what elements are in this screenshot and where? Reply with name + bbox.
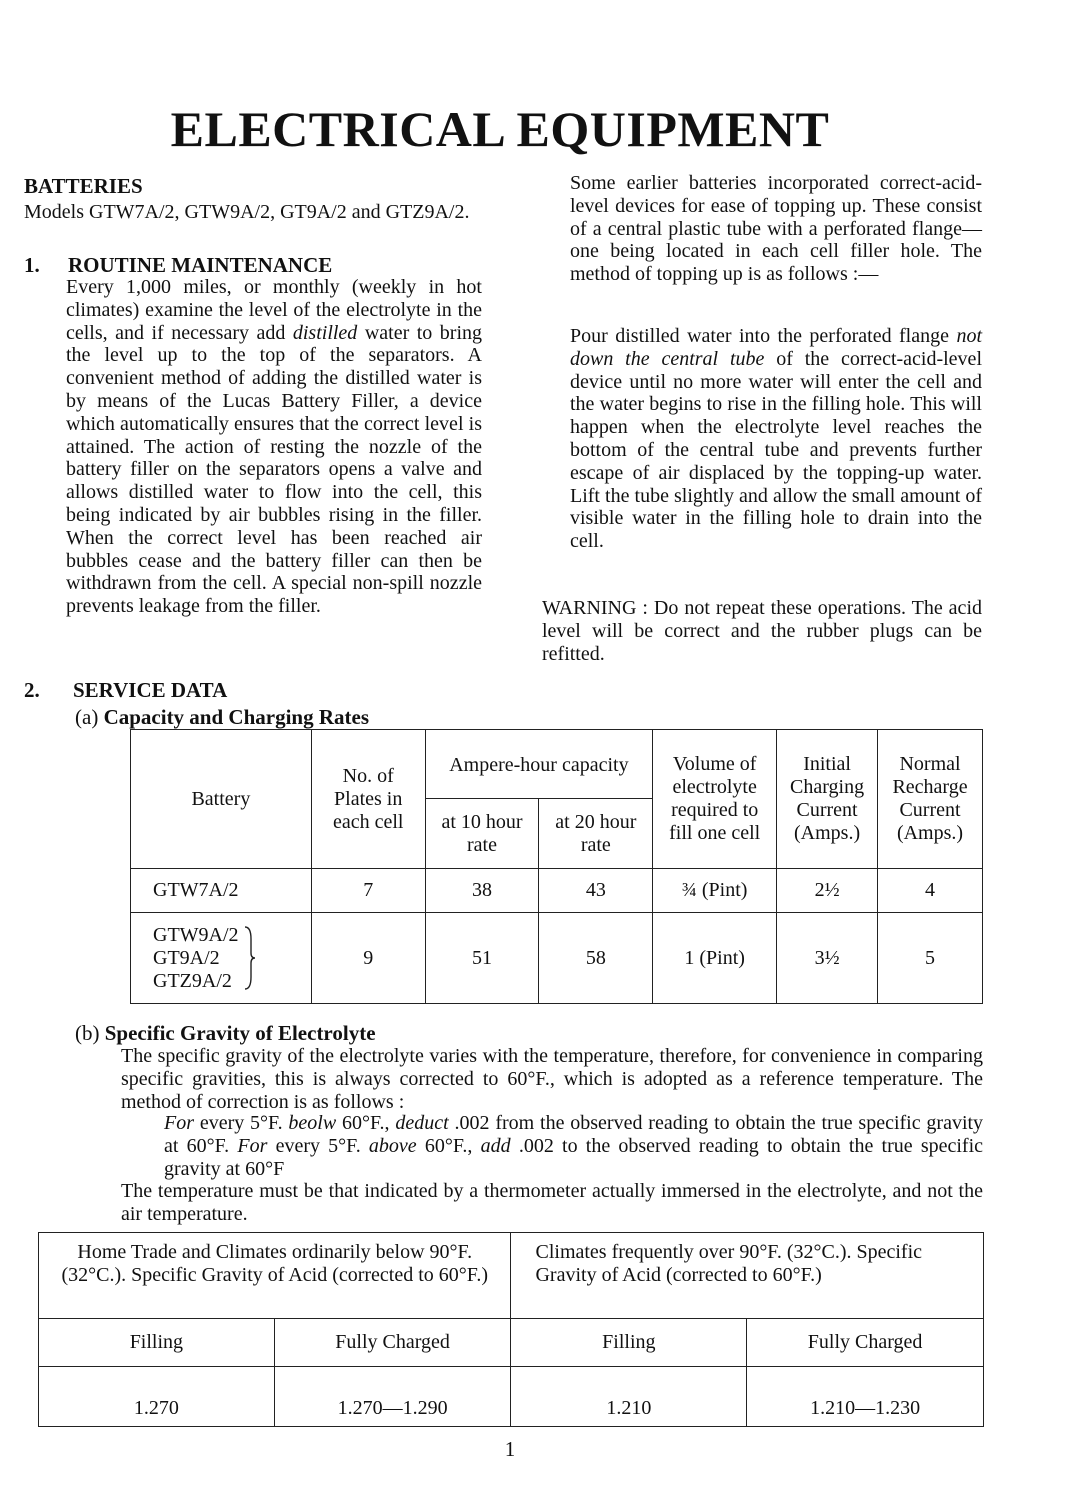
rule-deduct: deduct: [395, 1112, 449, 1134]
sub-b: [75, 1021, 376, 1046]
rule-t2: 60°F.,: [342, 1112, 390, 1134]
cell-plates: 9: [311, 913, 425, 1004]
rule-above: above: [368, 1134, 417, 1157]
sub-b-label: (b): [75, 1021, 100, 1045]
header-ah: Ampere-hour capacity: [425, 730, 653, 799]
right-text-a: Pour distilled water into the perforated flange: [570, 325, 949, 347]
gravity-table: [38, 1232, 984, 1427]
table-row: [131, 869, 983, 913]
warning-text: Do not repeat these operations. The acid level will be correct and the rubber plugs can be refitted.: [542, 597, 982, 665]
header-ah20: at 20 hour rate: [539, 799, 653, 869]
warning-label: WARNING :: [542, 597, 648, 619]
header-plates: No. of Plates in each cell: [311, 730, 425, 869]
gravity-paragraph-1: The specific gravity of the electrolyte varies with the temperature, therefore, for convenience in comparing specific gravities, this is always corrected to 60°F., which is adopted as a reference temperature. The method of correction is as follows :: [121, 1045, 983, 1113]
sub-a-label: (a): [75, 705, 99, 729]
rule-t4: every 5°F.: [275, 1134, 361, 1157]
right-text-b: of the correct-acid-level device until no more water will enter the cell and the water begins to rise in the filling hole. This will happen when the electrolyte level reaches the bottom of the central tube and prevents further escape of air displaced by the topping-up water. Lift the tube slightly and allow the small amount of visible water in the filling hole to drain into the cell.: [570, 347, 982, 553]
cell-battery: GTW7A/2: [131, 869, 312, 913]
table-row: [39, 1367, 984, 1427]
service-heading: SERVICE DATA: [73, 678, 228, 702]
cell-ah20: 43: [539, 869, 653, 913]
cell-initial: 3½: [777, 913, 878, 1004]
header-home: Home Trade and Climates ordinarily below 90°F. (32°C.). Specific Gravity of Acid (corrected to 60°F.): [39, 1233, 511, 1319]
header-initial: Initial Charging Current (Amps.): [777, 730, 878, 869]
rule-t1: every 5°F.: [199, 1112, 283, 1134]
cell-home-fully: 1.270—1.290: [274, 1367, 511, 1427]
cell-battery-3: GTZ9A/2: [153, 969, 232, 992]
page-number: 1: [504, 1437, 516, 1461]
cell-plates: 7: [311, 869, 425, 913]
header-hot-fully: Fully Charged: [747, 1319, 984, 1367]
rule-add: add: [480, 1134, 511, 1157]
cell-normal: 5: [878, 913, 983, 1004]
header-ah10: at 10 hour rate: [425, 799, 539, 869]
rule-t3: .002 from the observed reading to obtain the true specific gravity at 60°F.: [164, 1112, 984, 1157]
cell-initial: 2½: [777, 869, 878, 913]
header-hot-filling: Filling: [511, 1319, 747, 1367]
sub-a: [75, 705, 369, 730]
right-paragraph-2: [570, 325, 982, 553]
cell-hot-filling: 1.210: [511, 1367, 747, 1427]
routine-text-1: Every 1,000 miles, or monthly (weekly in hot climates) examine the level of the electrolyte in the cells, and if necessary add: [66, 276, 482, 344]
batteries-models: Models GTW7A/2, GTW9A/2, GT9A/2 and GTZ9A/2.: [24, 201, 470, 223]
routine-paragraph: [66, 276, 482, 618]
rule-for-2: For: [237, 1134, 268, 1157]
page-title: ELECTRICAL EQUIPMENT: [170, 101, 830, 157]
brace-icon: [243, 925, 257, 991]
routine-text-em: distilled: [292, 321, 358, 344]
sub-b-title: Specific Gravity of Electrolyte: [104, 1021, 376, 1045]
table-row: [131, 913, 983, 1004]
right-paragraph-1: Some earlier batteries incorporated correct-acid-level devices for ease of topping up. These consist of a central plastic tube with a perforated flange—one being located in each cell filler hole. The method of topping up is as follows :—: [570, 172, 982, 286]
routine-heading: ROUTINE MAINTENANCE: [68, 253, 333, 277]
right-text-em: not down the central tube: [570, 325, 983, 370]
routine-number: 1.: [24, 253, 40, 277]
cell-volume: ¾ (Pint): [653, 869, 777, 913]
sub-a-title: Capacity and Charging Rates: [103, 705, 369, 729]
cell-hot-fully: 1.210—1.230: [747, 1367, 984, 1427]
cell-home-filling: 1.270: [39, 1367, 275, 1427]
cell-normal: 4: [878, 869, 983, 913]
gravity-rule: [164, 1112, 983, 1180]
header-normal: Normal Recharge Current (Amps.): [878, 730, 983, 869]
header-volume: Volume of electrolyte required to fill one cell: [653, 730, 777, 869]
cell-volume: 1 (Pint): [653, 913, 777, 1004]
header-battery: Battery: [131, 730, 312, 869]
service-number: 2.: [24, 678, 40, 702]
cell-ah10: 51: [425, 913, 539, 1004]
cell-battery-2: GT9A/2: [153, 946, 220, 969]
cell-ah20: 58: [539, 913, 653, 1004]
rule-below: beolw: [288, 1112, 337, 1134]
batteries-heading: BATTERIES: [24, 174, 143, 198]
header-hot: Climates frequently over 90°F. (32°C.). Specific Gravity of Acid (corrected to 60°F.): [511, 1233, 984, 1319]
routine-text-2: water to bring the level up to the top of the separators. A convenient method of adding the distilled water is by means of the Lucas Battery Filler, a device which automatically ensures that the correct level is attained. The action of resting the nozzle of the battery filler on the separators opens a valve and allows distilled water to flow into the cell, this being indicated by air bubbles rising in the filler. When the correct level has been reached air bubbles cease and the battery filler can then be withdrawn from the cell. A special non-spill nozzle prevents leakage from the filler.: [66, 321, 482, 618]
capacity-table: [130, 729, 983, 1004]
cell-battery-group: [131, 913, 312, 1004]
cell-ah10: 38: [425, 869, 539, 913]
rule-t6: .002 to the observed reading to obtain the true specific gravity at 60°F: [164, 1134, 984, 1180]
rule-for-1: For: [164, 1112, 194, 1134]
gravity-paragraph-2: The temperature must be that indicated by a thermometer actually immersed in the electrolyte, and not the air temperature.: [121, 1180, 983, 1225]
cell-battery-1: GTW9A/2: [153, 923, 239, 946]
warning: [542, 597, 982, 665]
header-home-fully: Fully Charged: [274, 1319, 511, 1367]
header-home-filling: Filling: [39, 1319, 275, 1367]
rule-t5: 60°F.,: [424, 1134, 473, 1157]
